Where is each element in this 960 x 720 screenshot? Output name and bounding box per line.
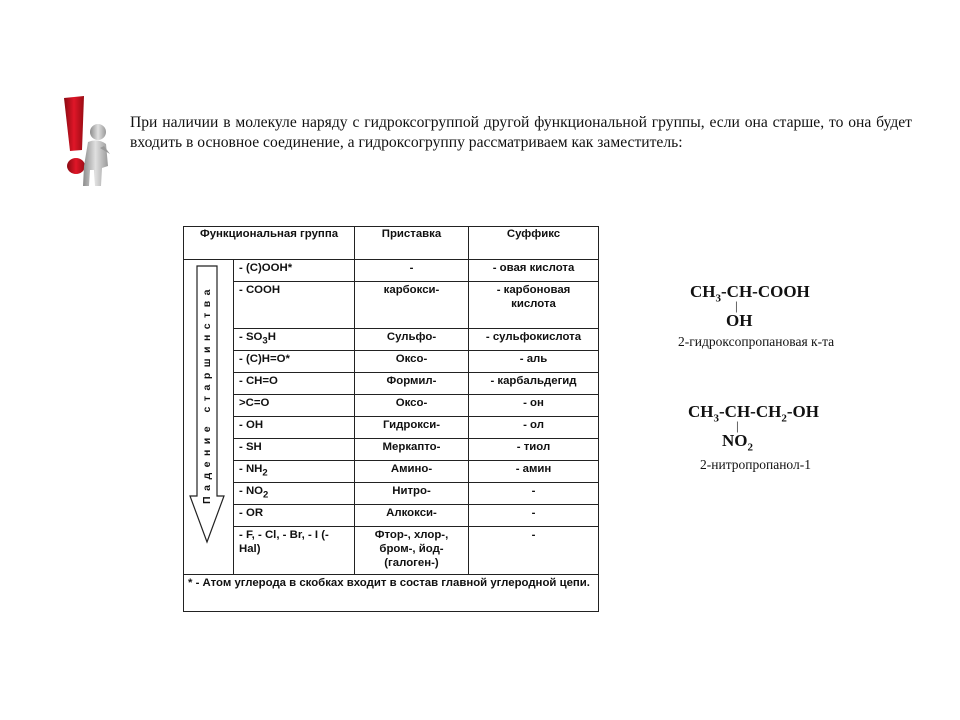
table-footnote: * - Атом углерода в скобках входит в состав главной углеродной цепи. bbox=[184, 575, 599, 612]
example1-formula bbox=[690, 282, 810, 304]
row-suffix: - амин bbox=[469, 461, 599, 483]
table-row bbox=[184, 260, 599, 282]
row-group: >C=O bbox=[234, 395, 355, 417]
header-suffix: Суффикс bbox=[469, 227, 599, 260]
row-prefix: Амино- bbox=[355, 461, 469, 483]
table-row bbox=[184, 282, 599, 329]
table-row bbox=[184, 461, 599, 483]
row-suffix: - bbox=[469, 483, 599, 505]
example1-name: 2-гидроксопропановая к-та bbox=[678, 334, 835, 349]
row-prefix: Сульфо- bbox=[355, 329, 469, 351]
row-group: - F, - Cl, - Br, - I (- Hal) bbox=[234, 527, 355, 575]
example2-name: 2-нитропропанол-1 bbox=[700, 457, 811, 472]
header-prefix: Приставка bbox=[355, 227, 469, 260]
row-prefix: карбокси- bbox=[355, 282, 469, 329]
row-suffix: - сульфокислота bbox=[469, 329, 599, 351]
row-group: - CH=O bbox=[234, 373, 355, 395]
functional-groups-table bbox=[183, 226, 598, 612]
seniority-arrow-cell bbox=[184, 260, 234, 575]
row-suffix: - аль bbox=[469, 351, 599, 373]
row-group: - SH bbox=[234, 439, 355, 461]
intro-paragraph: При наличии в молекуле наряду с гидроксогруппой другой функциональной группы, если она старше, то она будет входить в основное соединение, а гидроксогруппу рассматриваем как заместитель: bbox=[130, 114, 912, 151]
example2-formula bbox=[688, 402, 819, 424]
example1-main-formula: $CH_3-CH$-COOH bbox=[690, 282, 810, 305]
footnote-row bbox=[184, 575, 599, 612]
row-suffix: - ол bbox=[469, 417, 599, 439]
table-row bbox=[184, 395, 599, 417]
row-group: - (C)H=O* bbox=[234, 351, 355, 373]
row-prefix: Формил- bbox=[355, 373, 469, 395]
row-prefix: Меркапто- bbox=[355, 439, 469, 461]
row-suffix: - карбальдегид bbox=[469, 373, 599, 395]
example1-substituent: OH bbox=[726, 311, 753, 330]
header-functional-group: Функциональная группа bbox=[184, 227, 355, 260]
row-prefix: Гидрокси- bbox=[355, 417, 469, 439]
row-suffix: - карбоновая кислота bbox=[469, 282, 599, 329]
exclamation-thinking-person-icon bbox=[60, 96, 118, 188]
row-suffix: - он bbox=[469, 395, 599, 417]
row-suffix: - овая кислота bbox=[469, 260, 599, 282]
row-suffix: - тиол bbox=[469, 439, 599, 461]
row-prefix: Нитро- bbox=[355, 483, 469, 505]
row-suffix: - bbox=[469, 505, 599, 527]
example2-substituent: $NO_2$ bbox=[722, 431, 753, 454]
row-group: - $SO_3H$ bbox=[234, 329, 355, 351]
row-group: - $NH_2$ bbox=[234, 461, 355, 483]
row-prefix: Оксо- bbox=[355, 395, 469, 417]
table-row bbox=[184, 373, 599, 395]
row-suffix: - bbox=[469, 527, 599, 575]
table-row bbox=[184, 351, 599, 373]
example2-bond-line: | bbox=[736, 418, 739, 433]
row-prefix: Фтор-, хлор-, бром-, йод- (галоген-) bbox=[355, 527, 469, 575]
row-group: - OH bbox=[234, 417, 355, 439]
table-row bbox=[184, 527, 599, 575]
row-prefix: Алкокси- bbox=[355, 505, 469, 527]
table-row bbox=[184, 329, 599, 351]
table-row bbox=[184, 439, 599, 461]
table-header-row bbox=[184, 227, 599, 260]
row-group: - $NO_2$ bbox=[234, 483, 355, 505]
table-row bbox=[184, 483, 599, 505]
example2-main-formula: $CH_3-CH-CH_2-OH$ bbox=[688, 402, 819, 425]
table-row bbox=[184, 417, 599, 439]
row-group: - (C)OOH* bbox=[234, 260, 355, 282]
example1-bond-line: | bbox=[735, 298, 738, 313]
arrow-label: Падение старшинства bbox=[201, 284, 213, 504]
row-prefix: Оксо- bbox=[355, 351, 469, 373]
row-group: - COOH bbox=[234, 282, 355, 329]
row-prefix: - bbox=[355, 260, 469, 282]
row-group: - OR bbox=[234, 505, 355, 527]
table-row bbox=[184, 505, 599, 527]
